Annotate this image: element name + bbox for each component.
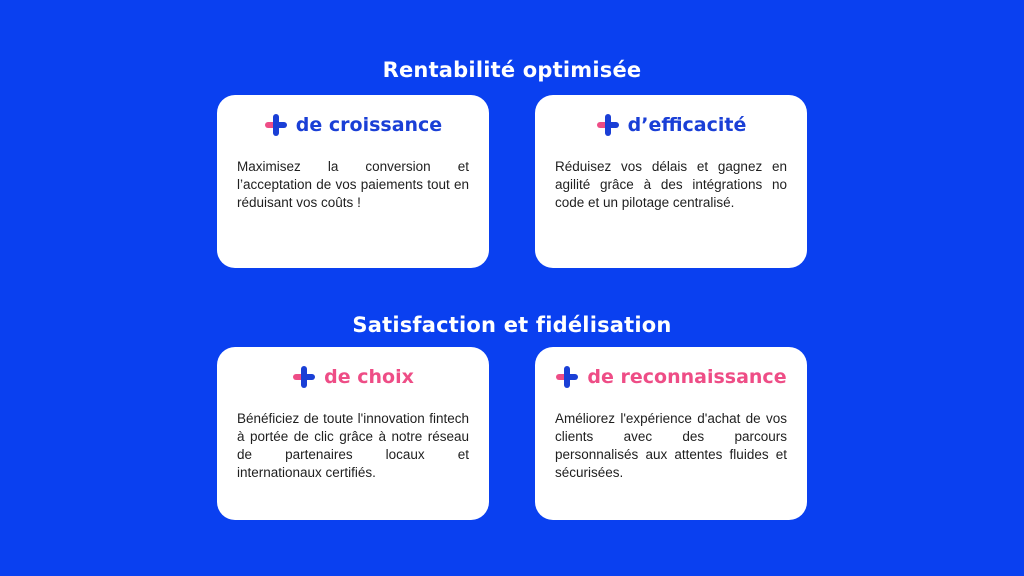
- plus-icon: [264, 113, 288, 137]
- card-text: Réduisez vos délais et gagnez en agilité grâce à des intégrations no code et un pilotage centralisé.: [555, 159, 787, 210]
- plus-icon: [555, 365, 579, 389]
- card-heading: de croissance: [295, 114, 443, 136]
- card-header: [555, 110, 787, 140]
- card-heading: de choix: [324, 366, 414, 388]
- card-reconnaissance: [535, 347, 807, 520]
- card-choix: [217, 347, 489, 520]
- card-efficacite: [535, 95, 807, 268]
- card-header: [237, 110, 469, 140]
- card-text: Bénéficiez de toute l'innovation fintech à portée de clic grâce à notre réseau de partenaires locaux et internationaux certifiés.: [237, 411, 469, 480]
- card-header: [555, 362, 787, 392]
- section-title-satisfaction: Satisfaction et fidélisation: [352, 313, 672, 337]
- plus-icon: [292, 365, 316, 389]
- card-croissance: [217, 95, 489, 268]
- card-header: [237, 362, 469, 392]
- card-heading: d’efficacité: [627, 114, 747, 136]
- card-text: Maximisez la conversion et l’acceptation de vos paiements tout en réduisant vos coûts !: [237, 159, 469, 210]
- plus-icon: [596, 113, 620, 137]
- card-heading: de reconnaissance: [587, 366, 787, 388]
- section-title-rentabilite: Rentabilité optimisée: [382, 58, 642, 82]
- card-text: Améliorez l'expérience d'achat de vos clients avec des parcours personnalisés aux attentes fluides et sécurisées.: [555, 411, 787, 480]
